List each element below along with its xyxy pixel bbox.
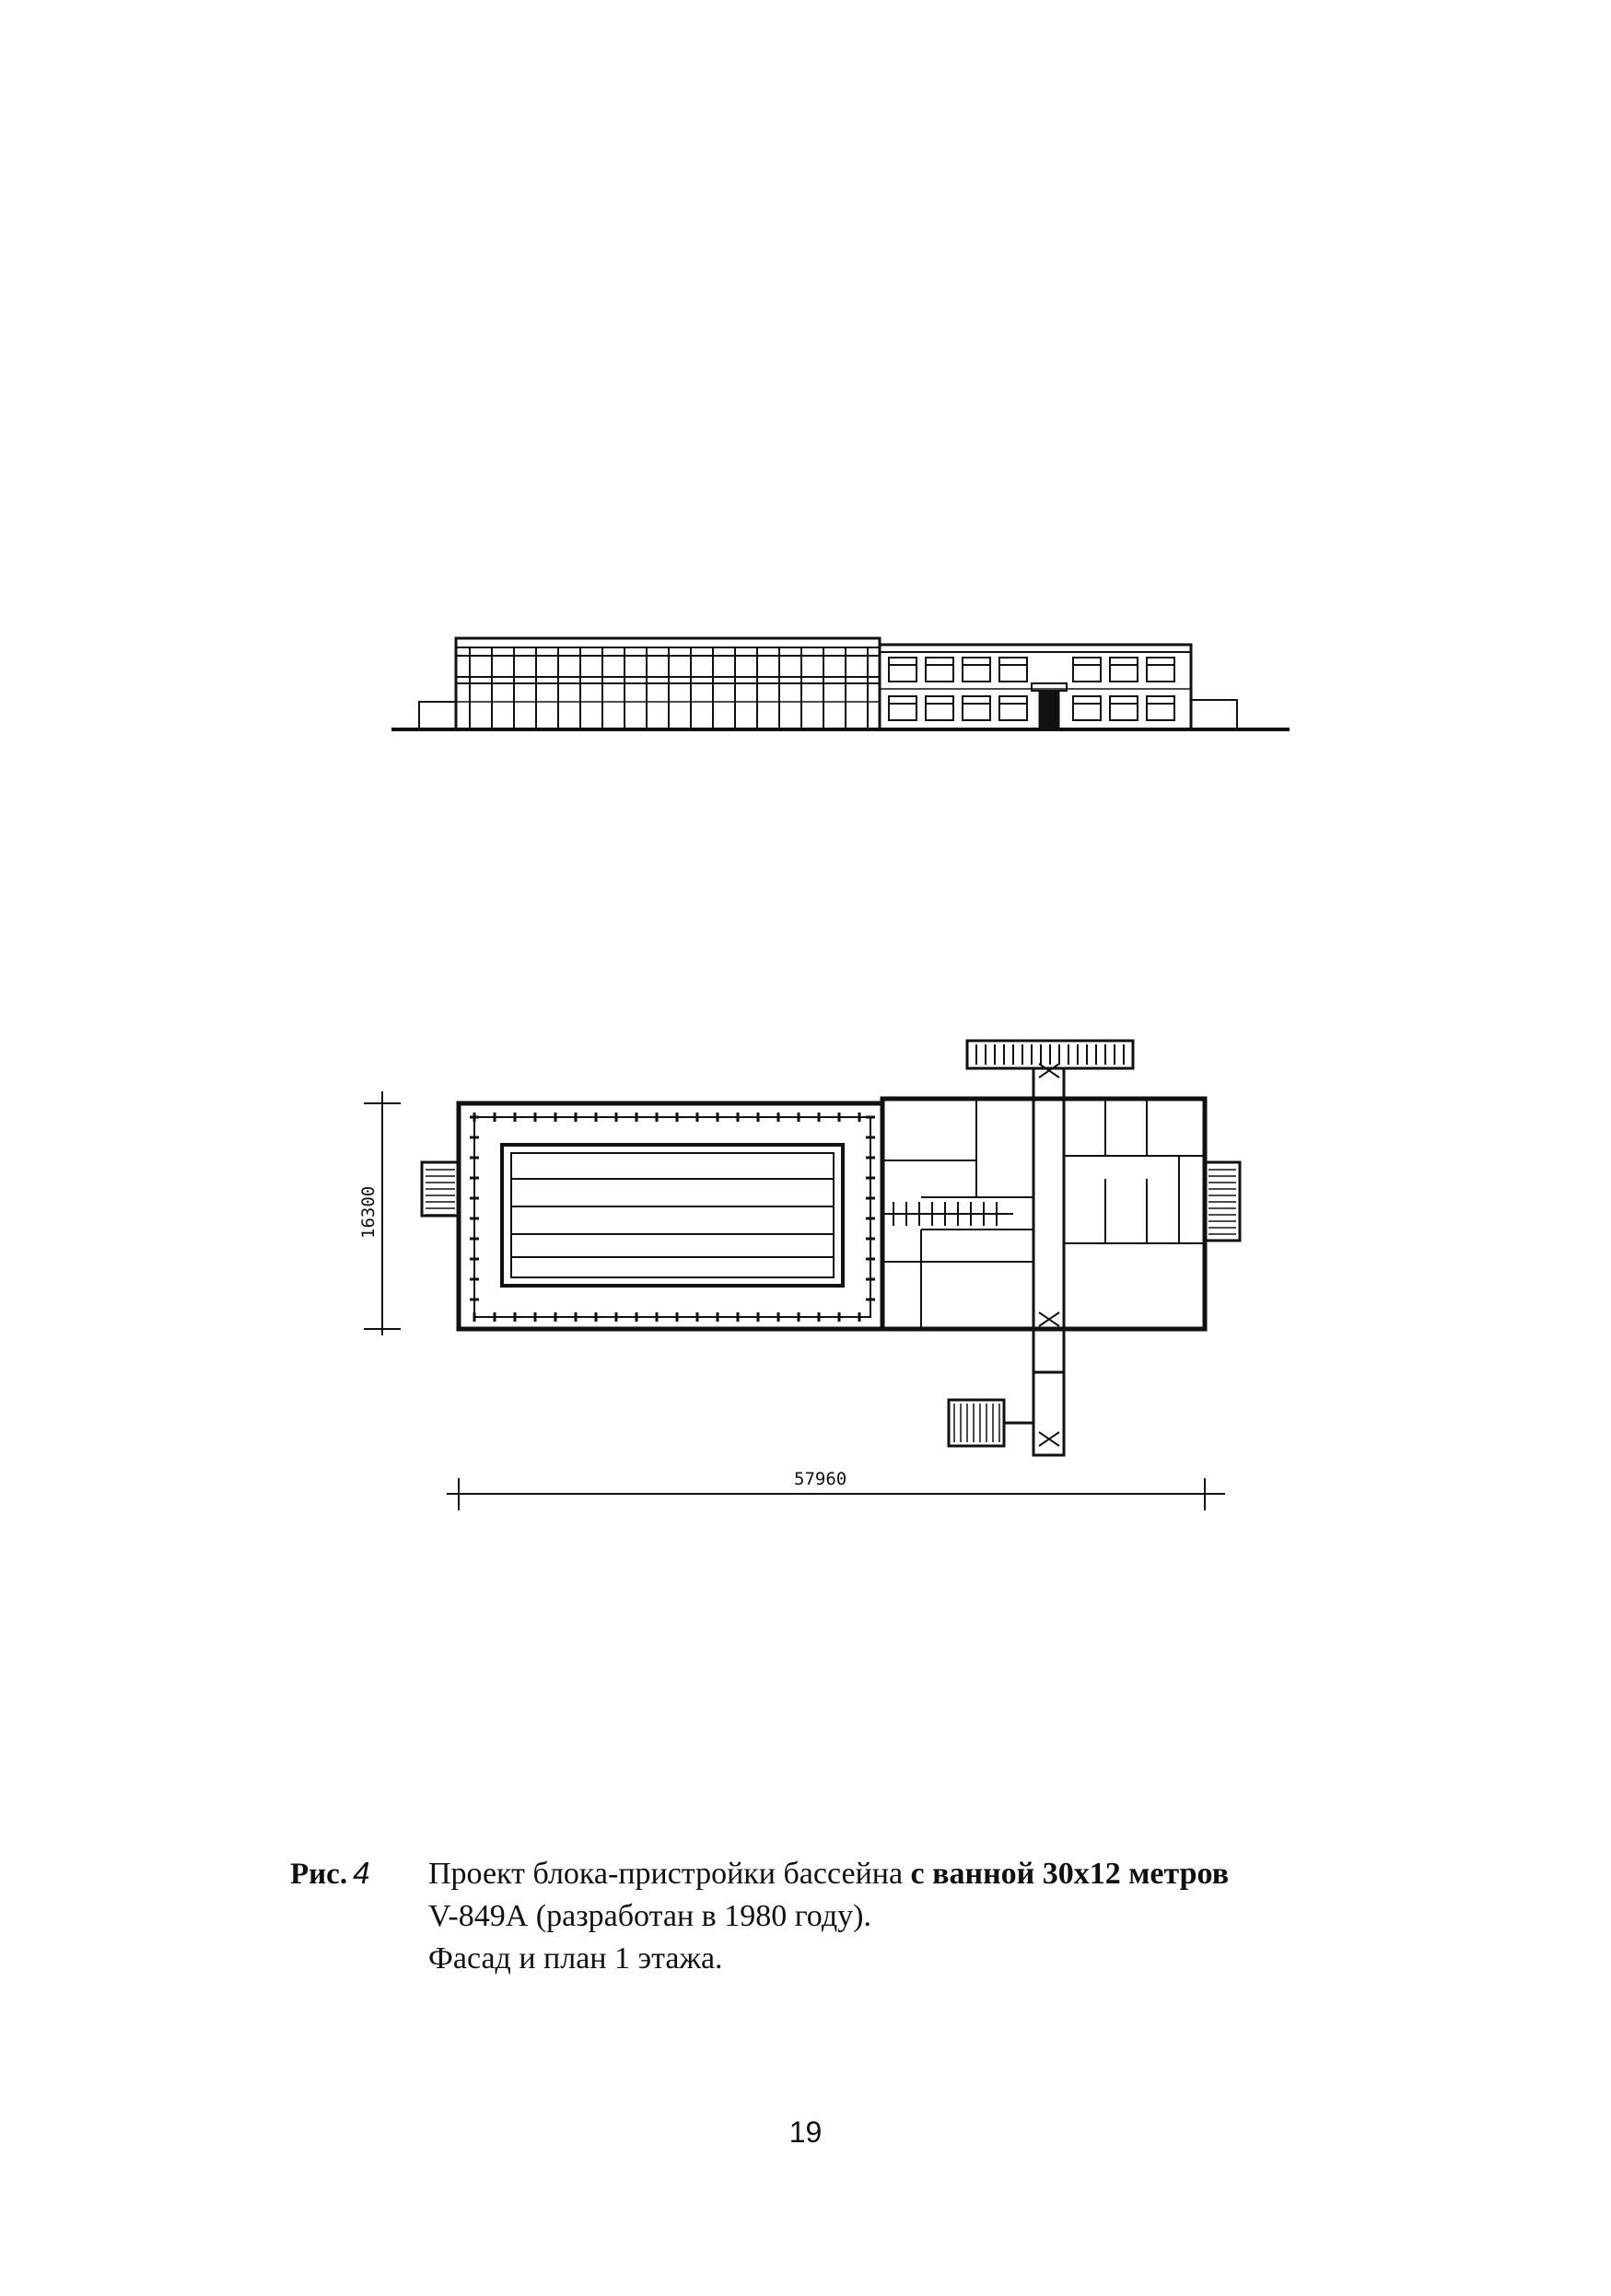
facade-window xyxy=(926,658,953,682)
facade-window xyxy=(1110,658,1138,682)
caption-line-2: V-849А (разработан в 1980 году). xyxy=(428,1899,871,1933)
plan-bottom-stair xyxy=(949,1400,1004,1446)
facade-right-annex xyxy=(1191,700,1237,729)
plan-bottom-vestibule xyxy=(1033,1372,1064,1455)
facade-window xyxy=(963,658,990,682)
facade-window xyxy=(999,696,1027,720)
figure-caption xyxy=(290,1853,1395,1980)
caption-line-1 xyxy=(428,1853,1229,1895)
plan-door-mark-mid xyxy=(1039,1312,1059,1326)
plan-left-stair-treads xyxy=(426,1170,455,1215)
facade-window xyxy=(1147,658,1174,682)
plan-door-mark-top xyxy=(1039,1064,1059,1078)
plan-door-mark-bottom xyxy=(1039,1432,1059,1446)
facade-window xyxy=(963,696,990,720)
dimension-height-label: 16300 xyxy=(358,1185,379,1239)
plan-pool-basin xyxy=(502,1145,843,1286)
dimension-width-label: 57960 xyxy=(794,1469,847,1489)
facade-window xyxy=(889,696,916,720)
facade-window xyxy=(926,696,953,720)
plan-right-stair-treads xyxy=(1208,1170,1236,1234)
facade-left-annex xyxy=(419,702,456,729)
facade-window xyxy=(1073,658,1101,682)
figure-label-number: 4 xyxy=(353,1856,370,1890)
caption-line-3: Фасад и план 1 этажа. xyxy=(428,1941,723,1975)
figure-label xyxy=(290,1856,428,1892)
facade-window xyxy=(889,658,916,682)
plan-top-porch-steps xyxy=(976,1044,1124,1065)
facade-window xyxy=(1073,696,1101,720)
facade-entrance-canopy xyxy=(1032,683,1067,691)
facade-window xyxy=(1110,696,1138,720)
caption-line-1-plain: Проект блока-пристройки бассейна xyxy=(428,1857,904,1891)
facade-window xyxy=(999,658,1027,682)
caption-line-1-bold: с ванной 30х12 метров xyxy=(910,1857,1230,1891)
facade-pool-mullions xyxy=(470,647,868,729)
facade-elevation xyxy=(391,638,1290,729)
figure-label-prefix: Рис. xyxy=(290,1858,348,1891)
plan-bottom-stair-treads xyxy=(954,1404,999,1442)
facade-entrance-door xyxy=(1039,691,1059,729)
plan-dimensions xyxy=(364,1091,1225,1510)
plan-pool-water xyxy=(511,1153,834,1277)
facade-window xyxy=(1147,696,1174,720)
floor-plan xyxy=(422,1041,1240,1455)
page-number: 19 xyxy=(788,2115,823,2149)
plan-pool-hall-outer xyxy=(459,1103,882,1329)
plan-changing-benches xyxy=(884,1202,1013,1226)
